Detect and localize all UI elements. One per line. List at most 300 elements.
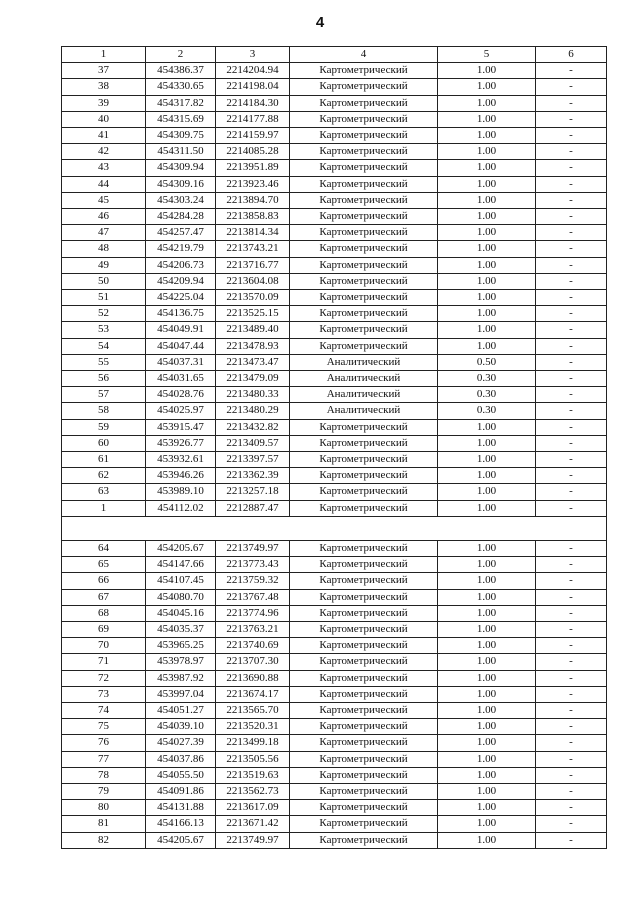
table-cell: 454035.37 [146,621,216,637]
table-cell: 453915.47 [146,419,216,435]
table-cell: 73 [62,686,146,702]
table-cell: Картометрический [290,95,438,111]
table-cell: 82 [62,832,146,848]
table-row [62,435,607,451]
table-cell: 2214204.94 [216,63,290,79]
table-cell: 0.30 [438,387,536,403]
table-cell: 79 [62,783,146,799]
table-cell: - [536,306,607,322]
table-cell: Картометрический [290,128,438,144]
table-row [62,371,607,387]
table-row [62,468,607,484]
table-cell: Картометрический [290,209,438,225]
table-cell: - [536,452,607,468]
table-cell: 1.00 [438,452,536,468]
table-cell: 76 [62,735,146,751]
table-cell: 66 [62,573,146,589]
table-row [62,702,607,718]
table-cell: - [536,354,607,370]
table-cell: 2213505.56 [216,751,290,767]
table-cell: 2214198.04 [216,79,290,95]
table-cell: 56 [62,371,146,387]
table-cell: 45 [62,192,146,208]
table-row [62,670,607,686]
table-cell: 1.00 [438,322,536,338]
table-cell: 2213604.08 [216,273,290,289]
column-header: 2 [146,47,216,63]
table-row [62,500,607,516]
table-cell: Картометрический [290,605,438,621]
table-cell: 1.00 [438,638,536,654]
table-cell: 65 [62,557,146,573]
table-cell: 1.00 [438,767,536,783]
table-cell: 453997.04 [146,686,216,702]
table-cell: 454303.24 [146,192,216,208]
table-cell: - [536,435,607,451]
table-cell: 2213499.18 [216,735,290,751]
table-cell: 454257.47 [146,225,216,241]
table-row [62,573,607,589]
table-cell: - [536,735,607,751]
table-row [62,540,607,556]
table-cell: 1.00 [438,800,536,816]
table-cell: 42 [62,144,146,160]
table-cell: 1.00 [438,192,536,208]
table-cell: 1.00 [438,573,536,589]
table-cell: 1.00 [438,557,536,573]
table-row [62,605,607,621]
table-cell: 2213617.09 [216,800,290,816]
table-cell: 1.00 [438,160,536,176]
table-row [62,557,607,573]
table-cell: 2213489.40 [216,322,290,338]
table-cell: 2213743.21 [216,241,290,257]
table-cell: 454147.66 [146,557,216,573]
column-header: 4 [290,47,438,63]
table-cell: Картометрический [290,192,438,208]
table-cell: 1.00 [438,468,536,484]
table-cell: Картометрический [290,306,438,322]
table-row [62,209,607,225]
table-cell: Картометрический [290,176,438,192]
table-cell: - [536,63,607,79]
table-cell: 2213519.63 [216,767,290,783]
table-row [62,111,607,127]
table-row [62,257,607,273]
table-row [62,403,607,419]
table-cell: Картометрический [290,241,438,257]
table-cell: Картометрический [290,468,438,484]
table-row [62,192,607,208]
table-cell: - [536,800,607,816]
table-cell: - [536,832,607,848]
table-row [62,767,607,783]
table-cell: 2213858.83 [216,209,290,225]
table-row [62,751,607,767]
table-row [62,719,607,735]
table-cell: 1.00 [438,751,536,767]
table-cell: 2213749.97 [216,832,290,848]
table-cell: Картометрический [290,719,438,735]
table-body [62,63,607,849]
table-cell: 1.00 [438,702,536,718]
table-cell: 1.00 [438,735,536,751]
table-row [62,816,607,832]
table-cell: 60 [62,435,146,451]
table-row [62,638,607,654]
table-cell: 77 [62,751,146,767]
table-cell: 2214085.28 [216,144,290,160]
table-cell: - [536,338,607,354]
table-cell: - [536,484,607,500]
table-cell: Картометрический [290,484,438,500]
table-cell: 54 [62,338,146,354]
table-row [62,735,607,751]
table-cell: 0.30 [438,371,536,387]
table-cell: Картометрический [290,670,438,686]
table-cell: - [536,144,607,160]
table-cell: 1.00 [438,540,536,556]
table-cell: 453932.61 [146,452,216,468]
table-cell: 75 [62,719,146,735]
table-cell: 454205.67 [146,540,216,556]
table-cell: 454225.04 [146,290,216,306]
table-cell: - [536,290,607,306]
table-cell: 74 [62,702,146,718]
table-cell: 2213409.57 [216,435,290,451]
table-cell: 454112.02 [146,500,216,516]
table-cell: - [536,225,607,241]
table-cell: 454045.16 [146,605,216,621]
table-cell: Картометрический [290,816,438,832]
table-cell: 69 [62,621,146,637]
table-cell: - [536,387,607,403]
table-cell: 2213774.96 [216,605,290,621]
table-row [62,290,607,306]
table-cell: - [536,403,607,419]
table-cell: Картометрический [290,144,438,160]
table-cell: 2213671.42 [216,816,290,832]
table-cell: 1.00 [438,686,536,702]
table-cell: - [536,468,607,484]
table-cell: 1.00 [438,670,536,686]
table-cell: 453987.92 [146,670,216,686]
table-cell: 2212887.47 [216,500,290,516]
table-cell: 2213478.93 [216,338,290,354]
table-row [62,160,607,176]
table-cell: 453946.26 [146,468,216,484]
table-cell: 454317.82 [146,95,216,111]
table-cell: Аналитический [290,354,438,370]
table-cell: 454330.65 [146,79,216,95]
table-cell: Картометрический [290,419,438,435]
table-cell: 78 [62,767,146,783]
column-header: 3 [216,47,290,63]
table-cell: - [536,371,607,387]
table-cell: - [536,128,607,144]
table-cell: 64 [62,540,146,556]
table-cell: Картометрический [290,322,438,338]
table-cell: 2213773.43 [216,557,290,573]
table-cell: 2213951.89 [216,160,290,176]
table-cell: Картометрический [290,79,438,95]
table-cell: - [536,670,607,686]
table-cell: - [536,192,607,208]
table-cell: 2213923.46 [216,176,290,192]
table-row [62,273,607,289]
table-cell: Картометрический [290,638,438,654]
table-cell: 2213473.47 [216,354,290,370]
table-cell: 2214159.97 [216,128,290,144]
table-cell: 61 [62,452,146,468]
table-cell: 43 [62,160,146,176]
table-cell: - [536,605,607,621]
table-cell: Аналитический [290,403,438,419]
table-cell: 1.00 [438,257,536,273]
table-cell: - [536,638,607,654]
table-cell: - [536,540,607,556]
table-cell: 39 [62,95,146,111]
table-cell: 2213674.17 [216,686,290,702]
table-cell: 46 [62,209,146,225]
table-cell: - [536,79,607,95]
table-cell: - [536,111,607,127]
table-cell: 58 [62,403,146,419]
table-cell: Картометрический [290,702,438,718]
table-cell: 2213814.34 [216,225,290,241]
table-cell: 1.00 [438,176,536,192]
table-cell: 62 [62,468,146,484]
table-cell: 59 [62,419,146,435]
table-cell: Картометрический [290,783,438,799]
table-cell: 1.00 [438,273,536,289]
table-cell: 2214177.88 [216,111,290,127]
table-cell: Картометрический [290,273,438,289]
table-cell: 55 [62,354,146,370]
table-cell: - [536,241,607,257]
table-row [62,63,607,79]
table-row [62,128,607,144]
table-cell: 454080.70 [146,589,216,605]
table-cell: 454091.86 [146,783,216,799]
table-row [62,241,607,257]
table-cell: 453926.77 [146,435,216,451]
table-cell: 1.00 [438,128,536,144]
table-cell: Картометрический [290,800,438,816]
table-cell: Картометрический [290,500,438,516]
table-cell: 1.00 [438,816,536,832]
table-cell: 49 [62,257,146,273]
table-cell: 2213767.48 [216,589,290,605]
table-cell: Картометрический [290,557,438,573]
table-cell: Картометрический [290,290,438,306]
table-cell: 38 [62,79,146,95]
table-cell: Картометрический [290,573,438,589]
table-cell: 2213763.21 [216,621,290,637]
table-cell: 68 [62,605,146,621]
table-cell: 1.00 [438,225,536,241]
table-cell: 81 [62,816,146,832]
table-cell: 1 [62,500,146,516]
table-cell: Картометрический [290,63,438,79]
table-cell: 453965.25 [146,638,216,654]
table-row [62,686,607,702]
table-cell: 1.00 [438,621,536,637]
table-row [62,452,607,468]
table-cell: 1.00 [438,209,536,225]
table-cell: 2213716.77 [216,257,290,273]
table-cell: - [536,500,607,516]
table-row [62,79,607,95]
table-cell: 1.00 [438,144,536,160]
table-cell: - [536,589,607,605]
table-cell: - [536,322,607,338]
table-cell: - [536,419,607,435]
table-cell: 2213740.69 [216,638,290,654]
table-cell: Аналитический [290,387,438,403]
table-cell: Картометрический [290,686,438,702]
table-cell: 1.00 [438,241,536,257]
table-cell: - [536,654,607,670]
table-cell: 1.00 [438,719,536,735]
table-cell: 454309.94 [146,160,216,176]
table-cell: Картометрический [290,589,438,605]
table-cell: 453978.97 [146,654,216,670]
table-cell: 80 [62,800,146,816]
table-cell: 1.00 [438,63,536,79]
column-header: 1 [62,47,146,63]
table-cell: 2213894.70 [216,192,290,208]
table-row [62,354,607,370]
table-cell: 454311.50 [146,144,216,160]
table-cell: 454309.16 [146,176,216,192]
table-cell: 50 [62,273,146,289]
table-row [62,176,607,192]
table-cell: 454315.69 [146,111,216,127]
table-cell: 70 [62,638,146,654]
table-cell: 67 [62,589,146,605]
table-cell: 454309.75 [146,128,216,144]
table-cell: 51 [62,290,146,306]
table-cell: 2213562.73 [216,783,290,799]
table-cell: - [536,257,607,273]
table-cell: 454047.44 [146,338,216,354]
column-header: 6 [536,47,607,63]
table-cell: 57 [62,387,146,403]
table-cell: 63 [62,484,146,500]
table-cell: 71 [62,654,146,670]
table-cell: - [536,273,607,289]
table-cell: Аналитический [290,371,438,387]
table-cell: 1.00 [438,500,536,516]
table-row [62,419,607,435]
table-cell: - [536,751,607,767]
table-cell: 1.00 [438,111,536,127]
table-cell: - [536,573,607,589]
table-cell: 454037.31 [146,354,216,370]
table-cell: - [536,209,607,225]
table-cell: 2213570.09 [216,290,290,306]
table-cell: 454039.10 [146,719,216,735]
table-cell: 53 [62,322,146,338]
table-cell: - [536,783,607,799]
table-row [62,800,607,816]
table-cell: Картометрический [290,751,438,767]
table-cell: 72 [62,670,146,686]
table-cell: 454049.91 [146,322,216,338]
table-cell: Картометрический [290,654,438,670]
table-cell: 1.00 [438,419,536,435]
group-separator-row [62,516,607,540]
table-cell: Картометрический [290,225,438,241]
table-cell: 52 [62,306,146,322]
table-cell: 2213479.09 [216,371,290,387]
table-cell: 1.00 [438,79,536,95]
table-cell: 2213749.97 [216,540,290,556]
separator-cell [62,516,607,540]
table-cell: Картометрический [290,540,438,556]
table-cell: 47 [62,225,146,241]
table-header-row [62,47,607,63]
table-cell: 454166.13 [146,816,216,832]
table-row [62,306,607,322]
table-cell: 1.00 [438,832,536,848]
table-row [62,95,607,111]
table-cell: 453989.10 [146,484,216,500]
table-cell: 41 [62,128,146,144]
table-cell: 2213759.32 [216,573,290,589]
table-cell: 2213525.15 [216,306,290,322]
table-cell: 1.00 [438,290,536,306]
table-cell: 1.00 [438,95,536,111]
table-cell: 454131.88 [146,800,216,816]
table-cell: 454206.73 [146,257,216,273]
table-cell: 454107.45 [146,573,216,589]
table-row [62,654,607,670]
table-row [62,832,607,848]
table-cell: 37 [62,63,146,79]
table-cell: 1.00 [438,654,536,670]
table-cell: 2213397.57 [216,452,290,468]
page-number: 4 [315,14,325,31]
table-cell: - [536,176,607,192]
table-cell: Картометрический [290,452,438,468]
coordinates-table [61,46,607,849]
table-cell: Картометрический [290,832,438,848]
table-cell: 48 [62,241,146,257]
table-cell: - [536,686,607,702]
table-cell: 2213480.29 [216,403,290,419]
table-cell: 2213707.30 [216,654,290,670]
table-cell: - [536,719,607,735]
table-cell: 1.00 [438,783,536,799]
table-cell: Картометрический [290,621,438,637]
table-row [62,387,607,403]
table-row [62,144,607,160]
table-cell: Картометрический [290,767,438,783]
table-cell: 0.30 [438,403,536,419]
table-row [62,621,607,637]
table-cell: - [536,702,607,718]
table-cell: - [536,557,607,573]
table-cell: 454037.86 [146,751,216,767]
table-cell: 454136.75 [146,306,216,322]
table-cell: 1.00 [438,338,536,354]
table-cell: 454031.65 [146,371,216,387]
table-cell: 2213362.39 [216,468,290,484]
table-cell: 454219.79 [146,241,216,257]
table-cell: - [536,160,607,176]
